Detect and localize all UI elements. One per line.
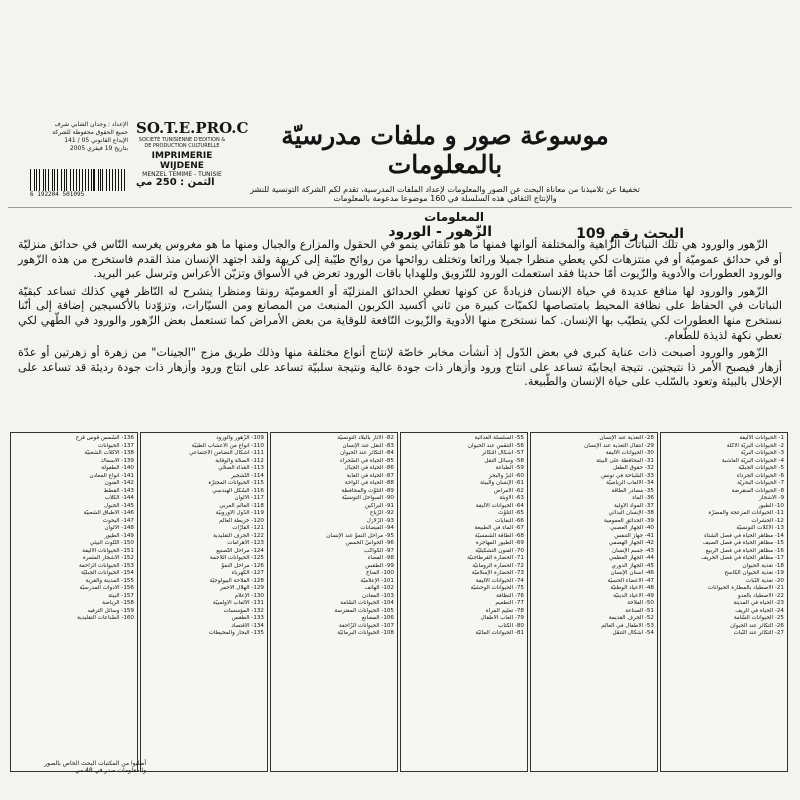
index-column — [530, 432, 658, 772]
barcode-bar — [115, 169, 116, 191]
barcode-number: 6 192204 501095 — [30, 191, 85, 198]
barcode-bar — [88, 169, 89, 191]
publisher-fullname: SOCIETE TUNISIENNE D'EDITION & DE PRODUCTION CULTURELLE — [138, 137, 226, 149]
index-column — [660, 432, 788, 772]
index-item: 134- الاقتصاد — [231, 622, 264, 629]
index-item: 54- أشكال التنقّل — [612, 630, 654, 636]
index-item: 55- السلسلة الغذائية — [474, 435, 524, 441]
index-item: 25- الحيوانات السّامة — [733, 615, 784, 621]
article-paragraph: الزّهور والورود لها منافع عديدة في حياة الإنسان فزيادةً عن كونها تعطي الحدائق المنزليّة أو العموميّة رونقا ومنظرا ينشرح له النّاظر فهي كذلك تساعد كبقيّة النباتات في الحفاظ على نظافة المحيط بامتصاصها لكميّات كبيرة من ثاني أكسيد الكربون المنبعث من المصانع ومن السيّارات، وتزوّدنا بالأكسيجين إضافة إلى أنّنا نستخرج منها العطورات لكي يتطيّب بها الإنسان. كما نستخرج منها الأدوية والزّيوت النّافعة للوقاية من بعض الأمراض كما تستعمل بعض الزّهور والورود في الطّهي لكي تعطي نكهة لذيذة للطّعام. — [18, 284, 782, 342]
printer-address: MENZEL TEMIME - TUNISIE — [142, 171, 222, 178]
index-item: 67- الماء في الطبيعة — [474, 525, 524, 531]
index-item: 79- ألعاب الأطفال — [480, 615, 524, 621]
publisher-logo — [136, 119, 249, 178]
index-item: 39- الحدائق العمومية — [603, 517, 654, 524]
index-item: 95- مراحل النموّ عند الإنسان — [326, 532, 394, 539]
index-item: 81- الحيوانات المائيّة — [475, 630, 524, 636]
index-item: 100- المناخ — [366, 570, 394, 576]
index-item: 75- الحيوانات الوحشيّة — [470, 585, 524, 591]
index-item: 31- المحافظة على البيئة — [596, 457, 654, 464]
index-item: 89- التلوّث والمحافظة — [341, 487, 394, 494]
barcode-bar — [45, 169, 46, 191]
index-item: 91- البراكين — [364, 502, 394, 509]
article-body — [18, 238, 782, 428]
index-item: 66- النفايات — [495, 517, 524, 524]
index-item: 41- جهاز التنفس — [614, 532, 654, 539]
publisher-brand: SO.T.E.PRO.C — [136, 119, 249, 137]
index-item: 52- الحرف القديمة — [608, 615, 654, 621]
index-item: 103- المعادن — [362, 592, 394, 599]
index-item: 63- الأوبئة — [499, 495, 524, 501]
index-item: 96- الحواسّ الخمس — [345, 540, 394, 546]
index-item: 139- الأسماك — [100, 457, 134, 464]
index-item: 113- الغذاء الصحّي — [218, 465, 264, 471]
index-item: 60- البرّ والبحر — [488, 472, 524, 479]
index-item: 159- وسائل الترفيه — [87, 607, 134, 614]
index-item: 126- مراحل النموّ — [221, 562, 264, 569]
barcode-bar — [79, 169, 80, 191]
index-item: 155- المدينة والقرية — [85, 577, 134, 584]
index-item: 150- التّلوث البيئي — [89, 540, 134, 546]
index-item: 93- الزّلازل — [366, 517, 394, 524]
index-item: 50- الفلاحة — [627, 600, 654, 606]
research-title: الزّهور - الورود — [388, 224, 492, 240]
index-item: 45- الجهاز الدوري — [611, 562, 654, 569]
index-item: 160- الصّناعات التقليدية — [77, 615, 134, 621]
index-item: 78- تعليم المرأة — [485, 607, 524, 614]
index-item: 2- الحيوانات البريّة الأكلة — [726, 442, 784, 449]
index-item: 32- حقوق الطفل — [612, 465, 654, 471]
index-item: 44- الجهاز العظمي — [609, 555, 654, 561]
index-item: 34- الألعاب الرياضيّة — [606, 480, 654, 486]
index-item: 137- الحيوانات — [97, 442, 134, 449]
index-item: 90- السواحل التونسيّة — [341, 495, 394, 501]
index-item: 1- الحيوانات الأليفة — [739, 435, 784, 441]
index-item: 84- التكاثر عند الحيوان — [340, 450, 394, 456]
barcode-bar — [39, 169, 40, 191]
index-item: 154- الحيوانات الجبليّة — [81, 570, 134, 576]
index-item: 18- تغذية الحيوان — [742, 562, 784, 569]
index-item: 70- الفنون التشكيليّة — [475, 547, 524, 554]
index-item: 127- الكهرباء — [231, 570, 264, 576]
index-item: 132- المؤسسات — [223, 607, 264, 614]
index-item: 140- الطفولة — [101, 465, 134, 471]
index-item: 130- الإعلام — [234, 592, 264, 599]
index-item: 59- الطباعة — [495, 465, 524, 471]
index-item: 42- الجهاز الهضمي — [608, 540, 654, 546]
index-item: 102- الهاتف — [364, 585, 394, 591]
index-item: 19- تغذية الحيوان الكاسح — [724, 570, 784, 576]
index-item: 72- الحضارة الرومانيّة — [472, 562, 524, 569]
index-item: 98- الفضاء — [367, 555, 394, 561]
index-item: 73- الحضارة الإسلاميّة — [471, 570, 524, 576]
index-item: 47- الأعضاء الحسيّة — [607, 577, 654, 584]
index-item: 82- الآثار بالبلاد التونسيّة — [337, 435, 394, 441]
index-item: 14- مظاهر الحياة في فصل الشتاء — [704, 532, 784, 539]
publication-info: الإعداد : وجدان الشابي شرف جميع الحقوق محفوظة للشركة الإيداع القانوني 05 / 141 بتاريخ 19 فيفري 2005 — [52, 121, 128, 152]
index-column — [140, 432, 268, 772]
index-item: 118- العالم العربي — [219, 502, 264, 509]
index-item: 15- مظاهر الحياة في فصل الصيف — [702, 540, 784, 546]
index-item: 37- المواد الأولية — [614, 502, 654, 509]
index-item: 145- الخيول — [104, 502, 134, 509]
index-item: 65- التلوّث — [498, 510, 524, 516]
index-item: 116- الشّكل الهندسي — [212, 487, 264, 494]
index-item: 61- الإنسان والبيئة — [480, 480, 524, 486]
index-item: 142- الفنون — [104, 480, 134, 486]
index-item: 64- الحيوانات الأليفة — [475, 502, 524, 509]
index-item: 30- الحيوانات الأليفة — [605, 450, 654, 456]
article-paragraph: الزّهور والورود هي تلك النباتات الزّاهية والمختلفة ألوانها فمنها ما هو تلقائي ينمو في الحقول والمزارع والجبال ومنها ما هو مغروس يغرسه النّاس في حدائق منزليّة أو في حدائق عموميّة أو في منتزهات لكي يعطي منظرا جميلا ورائعا وتختلف روائحها من روائح طيّبة إلى كريهة ولقد اجتهد الإنسان منذ القدم فاستخرج من هذه الزّهور والورود العطورات والأدوية والزّيوت أمّا حديثا فقد استعملت الورود للتّزويق وللهدايا باقات الورود تعرض في الأسواق وتزيّن الأعراس وترسل عبر البريد. — [18, 238, 782, 281]
index-item: 33- السّياحة في تونس — [600, 472, 654, 479]
index-item: 58- وسائل النقل — [484, 457, 524, 464]
index-item: 88- الحياة في الواحة — [344, 480, 394, 486]
index-item: 48- الأعياد الوطنيّة — [610, 585, 654, 591]
masthead-title-block — [238, 121, 652, 203]
index-item: 77- التطعيم — [495, 600, 524, 606]
index-item: 157- البيئة — [108, 592, 134, 599]
index-item: 136- الشّمس قوس قزح — [75, 435, 134, 441]
index-item: 7- الحيوانات البحريّة — [737, 480, 784, 486]
index-item: 129- الهلال الأحمر — [219, 585, 264, 591]
index-item: 5- الحيوانات الجبليّة — [738, 465, 784, 471]
index-item: 110- أنواع من الأعشاب الطبيّة — [191, 442, 264, 449]
barcode-bar — [30, 169, 31, 191]
index-item: 141- أنواع المعادن — [89, 472, 134, 479]
barcode-bar — [93, 169, 94, 191]
index-item: 62- الأمراض — [493, 487, 524, 494]
index-item: 9- الأشجار — [759, 495, 784, 501]
index-column — [270, 432, 398, 772]
index-item: 57- أشكال التكاثر — [481, 450, 524, 456]
index-item: 6- الحيوانات الجرداء — [736, 472, 784, 479]
index-item: 35- مصادر الطاقة — [611, 487, 654, 494]
index-item: 86- الحياة في الجبال — [344, 465, 394, 471]
index-item: 131- الألعاب الأولمبيّة — [212, 600, 264, 606]
index-item: 24- الحياة في الريف — [735, 607, 784, 614]
index-item: 10- الطيور — [757, 502, 784, 509]
index-item: 12- الحشرات — [751, 517, 784, 524]
barcode-bar — [109, 169, 110, 191]
index-item: 36- الماء — [632, 495, 654, 501]
index-item: 43- جسم الإنسان — [612, 547, 654, 554]
index-item: 152- الأشجار المثمرة — [82, 555, 134, 561]
index-item: 20- تغذية النّبات — [745, 577, 784, 584]
index-item: 16- مظاهر الحياة في فصل الربيع — [705, 547, 784, 554]
index-item: 135- البحار والمحيطات — [208, 630, 264, 636]
index-item: 107- الحيوانات الزّاحفة — [339, 622, 394, 629]
index-item: 125- الحيوانات اللاّحمة — [209, 555, 264, 561]
index-item: 46- أسنان الإنسان — [610, 570, 654, 576]
index-item: 144- الكلاب — [104, 495, 134, 501]
index-item: 53- الأطفال في العالم — [601, 622, 654, 629]
index-item: 147- البحوث — [102, 517, 134, 524]
index-item: 119- الدّول الأوروبيّة — [215, 510, 264, 516]
index-item: 28- التغذية عند الإنسان — [599, 435, 654, 441]
index-item: 56- التنفّس عند الحيوان — [467, 442, 524, 449]
barcode-bar — [66, 169, 67, 191]
category-label: المعلومات — [424, 210, 484, 224]
index-item: 80- الكتاب — [498, 622, 524, 629]
footer-note: أطلبوا من المكتبات البحث الخاص بالصور والمعلومات صدر في 48 مي — [44, 760, 146, 774]
page-subtitle: تخفيفا عن تلاميذنا من معاناة البحث عن الصور والمعلومات لإعداد الملفات المدرسية، تقدم لكم الشركة التونسية للنشر والإنتاج الثقافي هذه السلسلة في 160 موضوعا مدعومة بالمعلومات — [250, 185, 640, 203]
index-item: 4- الحيوانات البريّة العاشبة — [721, 457, 784, 464]
index-item: 108- الحيوانات البرمائيّة — [337, 630, 394, 636]
index-item: 49- الأعياد الدينيّة — [613, 592, 654, 599]
index-column — [400, 432, 528, 772]
index-item: 38- الإنسان البدائي — [608, 510, 654, 516]
index-item: 158- الرياضة — [102, 600, 134, 606]
printer-name: IMPRIMERIE WIJDENE — [151, 151, 213, 171]
index-item: 117- الألوان — [234, 495, 264, 501]
barcode-bar — [54, 169, 55, 191]
index-item: 3- الحيوانات البريّة — [740, 450, 784, 456]
index-item: 133- الطّقس — [231, 615, 264, 621]
index-item: 68- الطاقة الشمسيّة — [474, 532, 524, 539]
barcode-bar — [73, 169, 74, 191]
index-item: 105- الحيوانات المفترسة — [334, 607, 394, 614]
index-item: 106- المصانع — [361, 615, 394, 621]
index-item: 22- الأصطياد بالعدو — [738, 592, 784, 599]
topics-index — [10, 432, 788, 772]
barcode-bar — [102, 169, 103, 191]
index-item: 101- الإعلاميّة — [360, 577, 394, 584]
index-item: 146- الأطباق الشعبيّة — [83, 510, 134, 516]
index-item: 156- الأدوات المدرسيّة — [79, 585, 134, 591]
index-item: 11- الحيوانات المزعجة والمضرّة — [708, 510, 784, 516]
index-item: 51- الصناعة — [625, 607, 654, 614]
index-item: 148- الألوان — [104, 525, 134, 531]
index-item: 83- النقل عند الإنسان — [342, 442, 394, 449]
price-label: الثمن : 250 مي — [136, 177, 215, 188]
index-item: 21- الاصطياد بالمطارة الحيوانات — [707, 585, 784, 591]
index-item: 8- الحيوانات المنقرضة — [731, 487, 784, 494]
index-item: 124- مراحل التّصنيع — [216, 547, 264, 554]
index-item: 122- الحرف التقليدية — [213, 532, 264, 539]
index-item: 104- الحيوانات السّامة — [340, 600, 394, 606]
index-item: 99- الطّقس — [365, 562, 394, 569]
index-item: 13- الأكلات التونسيّة — [736, 525, 784, 531]
index-item: 112- الصحّة والوقاية — [215, 457, 264, 464]
index-item: 23- الحياة في المدينة — [733, 600, 784, 606]
index-item: 27- التكاثر عند النّبات — [733, 630, 784, 636]
index-item: 29- انتقال التغذية عند الإنسان — [584, 442, 654, 449]
index-item: 120- خريطة العالم — [218, 517, 264, 524]
masthead-header — [8, 117, 792, 208]
index-item: 151- الحيوانات الأليفة — [82, 547, 134, 554]
barcode-bar — [124, 169, 125, 191]
barcode-bar — [57, 169, 58, 191]
index-item: 115- الحيوانات المجترّة — [208, 480, 264, 486]
index-item: 85- الحياة في الصّحراء — [340, 457, 394, 464]
index-item: 128- الفلاحة البيولوجيّة — [209, 577, 264, 584]
index-item: 109- الزّهور والورود — [216, 435, 264, 441]
index-item: 26- التكاثر عند الحيوان — [730, 622, 784, 629]
index-item: 138- الأكلات الشعبيّة — [84, 450, 134, 456]
index-item: 111- أشكال التضامن الاجتماعي — [189, 450, 264, 456]
barcode — [30, 169, 126, 191]
research-number: البحث رقم 109 — [576, 226, 684, 242]
index-item: 71- الحضارة القرطاجنيّة — [467, 555, 524, 561]
page-title: موسوعة صور و ملفات مدرسيّة بالمعلومات — [281, 121, 609, 179]
index-item: 76- النظافة — [496, 592, 524, 599]
index-item: 114- التّشجير — [231, 472, 264, 479]
index-column — [10, 432, 138, 772]
index-item: 153- الحيوانات الزاحفة — [79, 562, 134, 569]
index-item: 123- الأهرامات — [227, 540, 264, 546]
index-item: 17- مظاهر الحياة في فصل الخريف — [701, 555, 784, 561]
article-paragraph: الزّهور والورود أصبحت ذات عناية كبرى في بعض الدّول إذ أنشأت مخابر خاصّة لإنتاج أنواع مختلفة منها وذلك طريق مزج "الجينات" من زهرة أو زهرتين أو عدّة أزهار فيصبح الأمر ذا نتيجتين. نتيجة ايجابيّة تساعد على انتاج ورود وأزهار ذات جودة عالية ونتيجة سلبيّة تساعد على انتاج ورود وأزهار ذات جودة رديئة قد تساعد على الإخلال بالبيئة وتعود بالسّلب على حياة الإنسان والطّبيعة. — [18, 346, 782, 389]
index-item: 97- الكواكب — [364, 547, 394, 554]
index-item: 121- القارّات — [232, 525, 264, 531]
index-item: 69- الطيور المهاجرة — [475, 540, 524, 546]
index-item: 94- الفيضانات — [360, 525, 394, 531]
index-item: 87- الحياة في الغابة — [346, 472, 394, 479]
index-item: 143- القطط — [103, 487, 134, 494]
index-item: 92- الرّياح — [369, 510, 394, 516]
index-item: 74- الحيوانات الأليفة — [475, 577, 524, 584]
index-item: 40- الجهاز العصبي — [610, 525, 654, 531]
index-item: 149- الطيور — [104, 532, 134, 539]
